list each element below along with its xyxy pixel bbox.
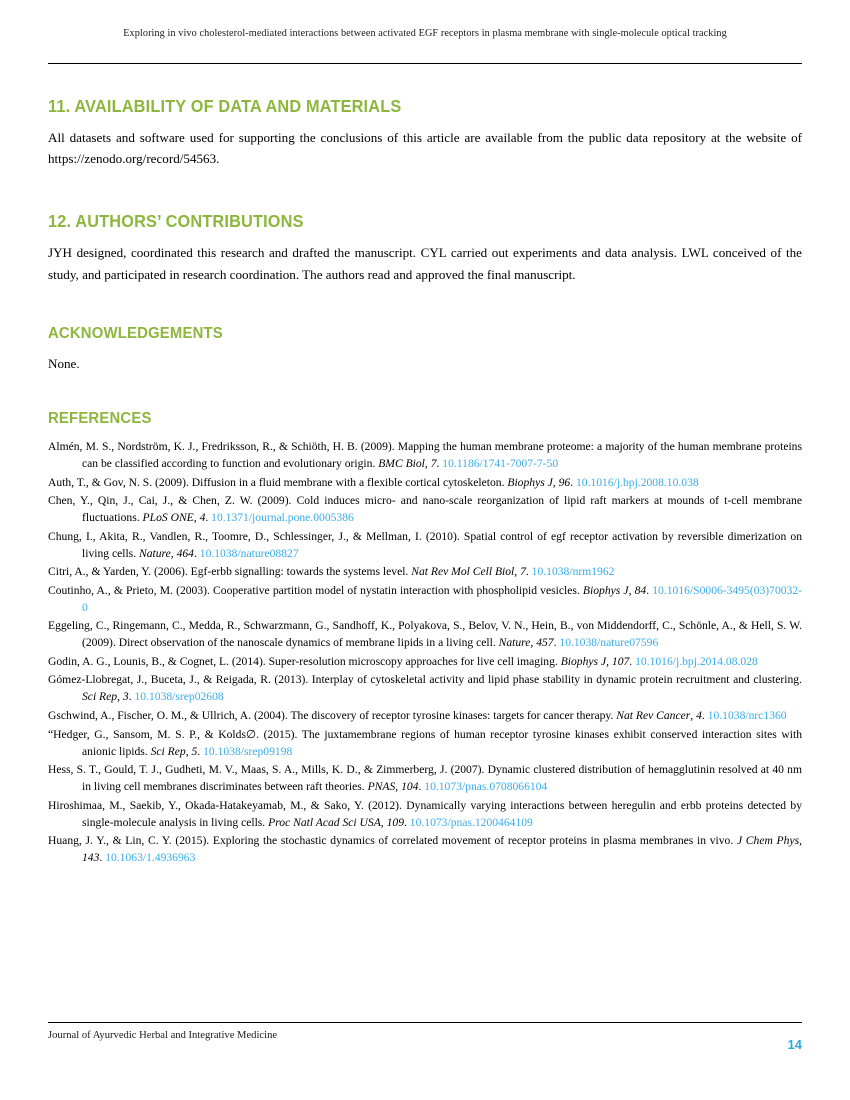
footer-rule [48, 1022, 802, 1023]
section-spacer [48, 291, 802, 325]
reference-entry [48, 582, 802, 616]
reference-entry [48, 726, 802, 760]
section-spacer [48, 380, 802, 410]
reference-doi-link[interactable]: 10.1016/j.bpj.2008.10.038 [575, 475, 699, 489]
reference-volume: , 457. [530, 636, 560, 650]
page-footer [48, 1030, 802, 1052]
reference-volume: , 3. [117, 690, 135, 704]
section-body-availability: All datasets and software used for supporting the conclusions of this article are available from the public data repository at the website of https://zenodo.org/record/54563. [48, 130, 802, 167]
reference-volume: , 7. [514, 565, 532, 579]
reference-doi-link[interactable]: 10.1038/nature08827 [199, 546, 299, 560]
reference-journal-name: Nature [498, 636, 531, 650]
reference-citation-text: Godin, A. G., Lounis, B., & Cognet, L. (2014). Super-resolution microscopy approaches for live cell imaging. [48, 654, 561, 668]
footer-journal-title: Journal of Ayurvedic Herbal and Integrative Medicine [48, 1030, 278, 1041]
reference-journal-name: Biophys J [507, 475, 553, 489]
reference-volume: , 464. [170, 546, 200, 560]
reference-journal-name: PNAS, 104 [367, 780, 419, 794]
reference-citation-text: “Hedger, G., Sansom, M. S. P., & Kolds∅. (2015). The juxtamembrane regions of human receptor tyrosine kinases exhibit conserved interaction sites with anionic lipids. [48, 727, 802, 758]
reference-journal-name: Nat Rev Cancer [616, 708, 691, 722]
section-body-acknowledgements: None. [48, 355, 80, 371]
section-spacer [48, 175, 802, 211]
reference-doi-link[interactable]: 10.1038/nature07596 [559, 636, 659, 650]
reference-citation-text: Hess, S. T., Gould, T. J., Gudheti, M. V., Maas, S. A., Mills, K. D., & Zimmerberg, J. (2007). Dynamic clustered distribution of hemagglutinin resolved at 40 nm in living cell membranes discriminates between raft theories. [48, 763, 802, 794]
reference-entry [48, 707, 802, 724]
reference-doi-link[interactable]: 10.1371/journal.pone.0005386 [211, 511, 354, 525]
reference-citation-text: Coutinho, A., & Prieto, M. (2003). Cooperative partition model of nystatin interaction with phospholipid vesicles. [48, 583, 583, 597]
reference-doi-link[interactable]: 10.1186/1741-7007-7-50 [442, 457, 559, 471]
reference-journal-name: PLoS ONE [142, 511, 194, 525]
reference-journal-name: Sci Rep [150, 744, 186, 758]
reference-citation-text: Citri, A., & Yarden, Y. (2006). Egf-erbb signalling: towards the systems level. [48, 565, 412, 579]
reference-doi-link[interactable]: 10.1073/pnas.0708066104 [424, 780, 548, 794]
reference-doi-link[interactable]: 10.1016/S0006-3495(03)70032-0 [82, 583, 802, 614]
reference-doi-link[interactable]: 10.1038/srep02608 [134, 690, 224, 704]
reference-doi-link[interactable]: 10.1038/nrm1962 [531, 565, 615, 579]
reference-entry [48, 474, 802, 491]
reference-volume: , 96. [552, 475, 576, 489]
reference-journal-name: Proc Natl Acad Sci USA, 109 [268, 815, 404, 829]
reference-entry [48, 492, 802, 526]
reference-citation-text: Huang, J. Y., & Lin, C. Y. (2015). Exploring the stochastic dynamics of correlated movement of receptor proteins in plasma membranes in vivo. [48, 834, 737, 848]
reference-doi-link[interactable]: 10.1016/j.bpj.2014.08.028 [635, 654, 758, 668]
reference-entry [48, 563, 802, 580]
running-head: Exploring in vivo cholesterol-mediated interactions between activated EGF receptors in plasma membrane with single-molecule optical tracking [123, 28, 727, 39]
reference-entry [48, 671, 802, 705]
section-heading-contributions: 12. AUTHORS’ CONTRIBUTIONS [48, 211, 304, 232]
reference-journal-name: Sci Rep [82, 690, 118, 704]
reference-entry [48, 797, 802, 831]
reference-volume: , 84. [628, 583, 653, 597]
section-body-contributions: JYH designed, coordinated this research and drafted the manuscript. CYL carried out experiments and data analysis. LWL conceived of the study, and participated in research coordination. The authors read and approved the final manuscript. [48, 245, 802, 282]
reference-doi-link[interactable]: 10.1038/srep09198 [203, 744, 293, 758]
reference-journal-name: Nature [139, 546, 171, 560]
reference-entry [48, 617, 802, 651]
reference-citation-text: Gómez-Llobregat, J., Buceta, J., & Reigada, R. (2013). Interplay of cytoskeletal activity and lipid phase stability in dynamic protein recruitment and clustering. [48, 673, 802, 687]
reference-citation-text: Eggeling, C., Ringemann, C., Medda, R., Schwarzmann, G., Sandhoff, K., Polyakova, S., Belov, V. N., Hein, B., von Middendorff, C., Schönle, A., & Hell, S. W. (2009). Direct observation of the nanoscale dynamics of membrane lipids in a living cell. [48, 619, 802, 650]
page-content [48, 96, 802, 868]
references-list [48, 438, 802, 866]
reference-citation-text: Chen, Y., Qin, J., Cai, J., & Chen, Z. W. (2009). Cold induces micro- and nano-scale reorganization of lipid raft markers at mounds of t-cell membrane fluctuations. [48, 494, 802, 525]
reference-citation-text: Gschwind, A., Fischer, O. M., & Ullrich, A. (2004). The discovery of receptor tyrosine kinases: targets for cancer therapy. [48, 708, 617, 722]
reference-volume: , 7. [424, 457, 443, 471]
reference-journal-name: J Chem Phys, 143 [82, 834, 802, 865]
section-heading-references: REFERENCES [48, 410, 152, 428]
header-rule [48, 63, 802, 64]
reference-doi-link[interactable]: 10.1063/1.4936963 [105, 851, 196, 865]
reference-citation-text: Hiroshimaa, M., Saekib, Y., Okada-Hatakeyamab, M., & Sako, Y. (2012). Dynamically varying interactions between heregulin and erbb proteins detected by single-molecule analysis in living cells. [48, 798, 802, 829]
reference-journal-name: Nat Rev Mol Cell Biol [411, 565, 515, 579]
reference-citation-text: Chung, I., Akita, R., Vandlen, R., Toomre, D., Schlessinger, J., & Mellman, I. (2010). Spatial control of egf receptor activation by reversible dimerization on living cells. [48, 529, 802, 560]
reference-journal-name: Biophys J, 107 [560, 654, 630, 668]
reference-entry [48, 438, 802, 472]
reference-entry [48, 653, 802, 670]
reference-entry [48, 761, 802, 795]
reference-volume: . [418, 780, 425, 794]
reference-journal-name: BMC Biol [378, 457, 425, 471]
reference-doi-link[interactable]: 10.1038/nrc1360 [707, 708, 787, 722]
reference-entry [48, 528, 802, 562]
reference-volume: , 4. [690, 708, 708, 722]
reference-journal-name: Biophys J [582, 583, 629, 597]
reference-volume: , 5. [185, 744, 204, 758]
reference-doi-link[interactable]: 10.1073/pnas.1200464109 [409, 815, 533, 829]
reference-volume: , 4. [193, 511, 212, 525]
reference-citation-text: Auth, T., & Gov, N. S. (2009). Diffusion in a fluid membrane with a flexible cortical cytoskeleton. [48, 475, 508, 489]
reference-volume: . [404, 815, 410, 829]
section-heading-availability: 11. AVAILABILITY OF DATA AND MATERIALS [48, 96, 402, 116]
section-heading-acknowledgements: ACKNOWLEDGEMENTS [48, 324, 223, 342]
footer-page-number: 14 [787, 1037, 802, 1052]
reference-volume: . [629, 654, 636, 668]
reference-entry [48, 832, 802, 866]
reference-volume: . [99, 851, 106, 865]
reference-citation-text: Almén, M. S., Nordström, K. J., Fredriksson, R., & Schiöth, H. B. (2009). Mapping the human membrane proteome: a majority of the human membrane proteins can be classified according to function and evolutionary origin. [48, 440, 802, 471]
